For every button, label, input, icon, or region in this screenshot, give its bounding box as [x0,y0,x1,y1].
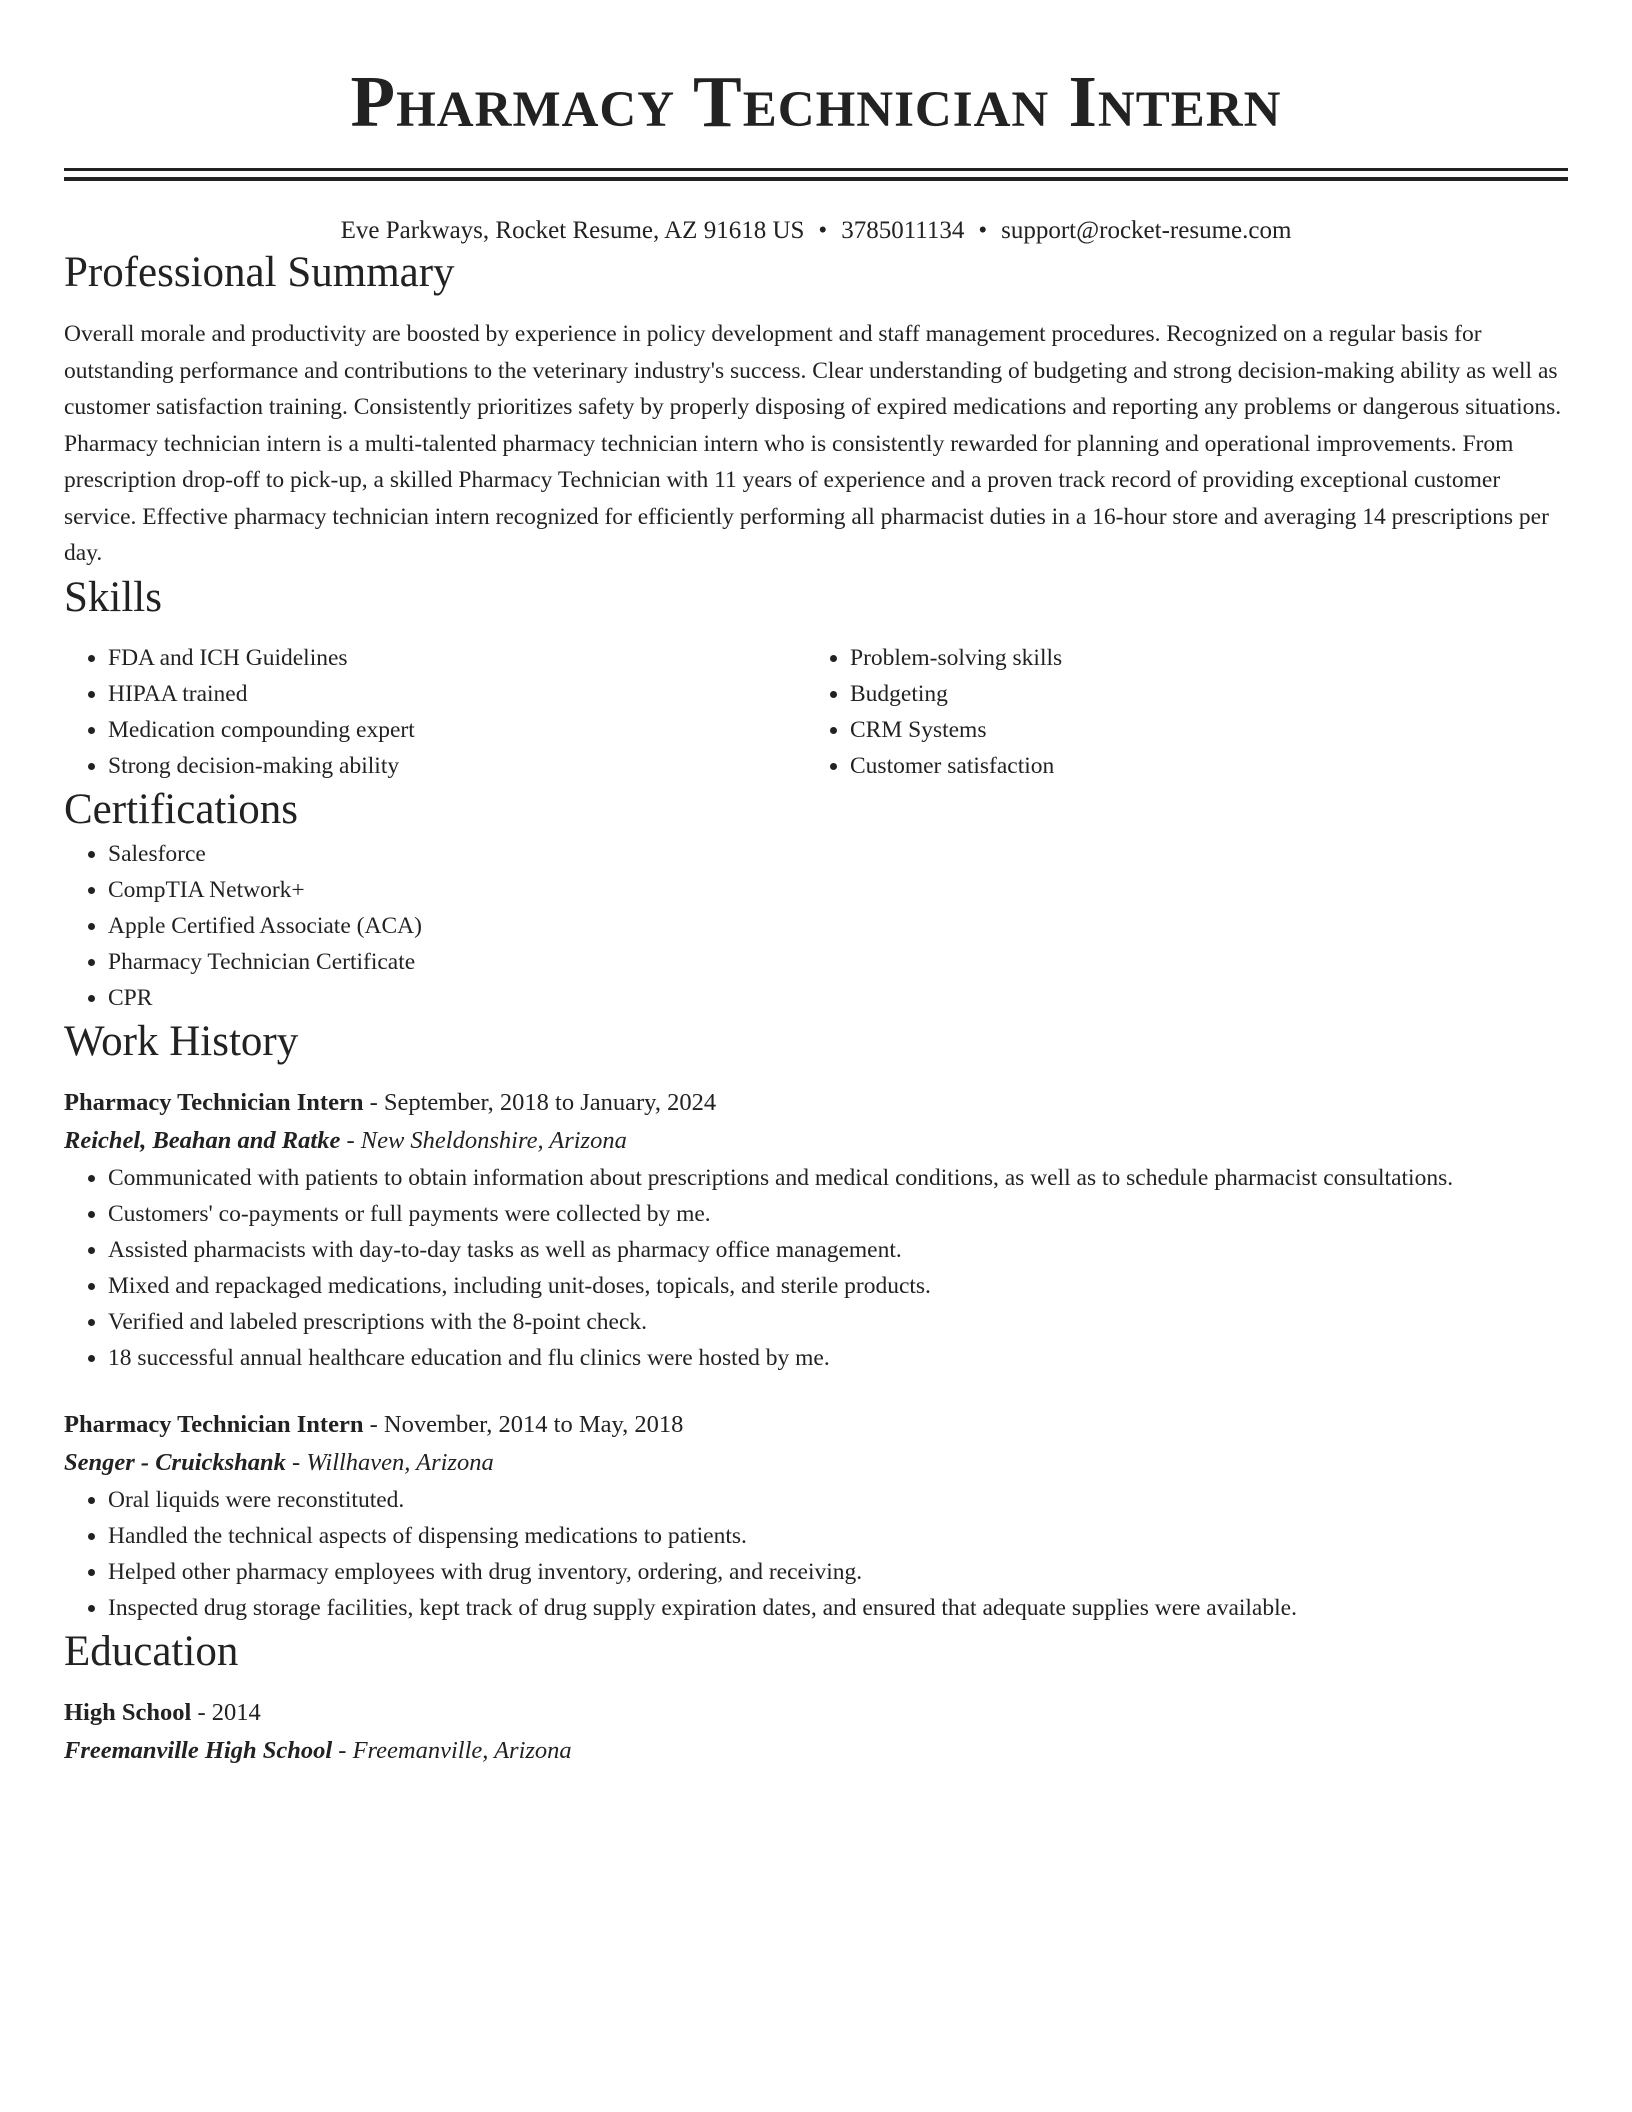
skill-item: • HIPAA trained [108,676,806,712]
skills-column-right [806,640,1548,784]
skill-item: • Budgeting [850,676,1548,712]
job-entry [64,1406,1568,1626]
skill-item: • CRM Systems [850,712,1548,748]
certifications-heading: Certifications [64,785,299,833]
skill-item: • FDA and ICH Guidelines [108,640,806,676]
job-duty: • 18 successful annual healthcare education and flu clinics were hosted by me. [108,1340,1568,1376]
job-duty: • Helped other pharmacy employees with drug inventory, ordering, and receiving. [108,1554,1568,1590]
contact-address: Eve Parkways, Rocket Resume, AZ 91618 US [340,217,805,244]
work-history-heading: Work History [64,1017,299,1065]
skill-item: • Customer satisfaction [850,748,1548,784]
skills-column-left [64,640,806,784]
education-school: Freemanville High School [64,1736,333,1764]
summary-heading: Professional Summary [64,249,455,296]
job-duty: • Customers' co-payments or full payments were collected by me. [108,1196,1568,1232]
skill-item: • Medication compounding expert [108,712,806,748]
job-company-line [64,1122,1568,1160]
job-title-line [64,1084,1568,1122]
contact-line [64,215,1568,247]
education-entry [64,1694,1568,1770]
skill-item: • Problem-solving skills [850,640,1548,676]
job-duty: • Mixed and repackaged medications, including unit-doses, topicals, and sterile products. [108,1268,1568,1304]
job-duties-list [64,1482,1568,1626]
job-duty: • Handled the technical aspects of dispensing medications to patients. [108,1518,1568,1554]
education-year: - 2014 [191,1698,261,1726]
education-heading: Education [64,1627,239,1675]
job-duty: • Communicated with patients to obtain information about prescriptions and medical conditions, as well as to schedule pharmacist consultations. [108,1160,1568,1196]
contact-phone: 3785011134 [841,217,965,244]
job-company: Reichel, Beahan and Ratke [64,1126,341,1154]
job-location: - New Sheldonshire, Arizona [340,1126,627,1154]
job-location: - Willhaven, Arizona [285,1448,494,1476]
job-title: Pharmacy Technician Intern [64,1410,364,1438]
contact-separator: • [818,217,828,244]
job-dates: - November, 2014 to May, 2018 [363,1410,684,1438]
education-degree-line [64,1694,1568,1732]
certifications-list [64,836,1568,1016]
education-school-line [64,1732,1568,1770]
job-company: Senger - Cruickshank [64,1448,286,1476]
job-duty: • Oral liquids were reconstituted. [108,1482,1568,1518]
resume-title: Pharmacy Technician Intern [350,61,1282,142]
skills-heading: Skills [64,573,162,621]
job-dates: - September, 2018 to January, 2024 [363,1088,717,1116]
certification-item: • Pharmacy Technician Certificate [108,944,1568,980]
job-duties-list [64,1160,1568,1376]
job-duty: • Inspected drug storage facilities, kept track of drug supply expiration dates, and ensured that adequate supplies were available. [108,1590,1568,1626]
job-entry [64,1084,1568,1376]
job-duty: • Verified and labeled prescriptions with the 8-point check. [108,1304,1568,1340]
skills-list [64,640,1568,784]
job-duty: • Assisted pharmacists with day-to-day tasks as well as pharmacy office management. [108,1232,1568,1268]
summary-text: Overall morale and productivity are boosted by experience in policy development and staff management procedures. Recognized on a regular basis for outstanding performance and contributions to the veterinary industry's success. Clear understanding of budgeting and strong decision-making ability as well as customer satisfaction training. Consistently prioritizes safety by properly disposing of expired medications and reporting any problems or dangerous situations. Pharmacy technician intern is a multi-talented pharmacy technician intern who is consistently rewarded for planning and operational improvements. From prescription drop-off to pick-up, a skilled Pharmacy Technician with 11 years of experience and a proven track record of providing exceptional customer service. Effective pharmacy technician intern recognized for efficiently performing all pharmacist duties in a 16-hour store and averaging 14 prescriptions per day. [64,321,1562,566]
certification-item: • Apple Certified Associate (ACA) [108,908,1568,944]
skill-item: • Strong decision-making ability [108,748,806,784]
job-company-line [64,1444,1568,1482]
job-title: Pharmacy Technician Intern [64,1088,364,1116]
title-rule-thick [64,177,1568,181]
title-rule-thin [64,168,1568,171]
certification-item: • CPR [108,980,1568,1016]
contact-separator: • [978,217,988,244]
job-title-line [64,1406,1568,1444]
contact-email: support@rocket-resume.com [1001,217,1292,244]
education-degree: High School [64,1698,192,1726]
certification-item: • CompTIA Network+ [108,872,1568,908]
certification-item: • Salesforce [108,836,1568,872]
education-location: - Freemanville, Arizona [332,1736,572,1764]
